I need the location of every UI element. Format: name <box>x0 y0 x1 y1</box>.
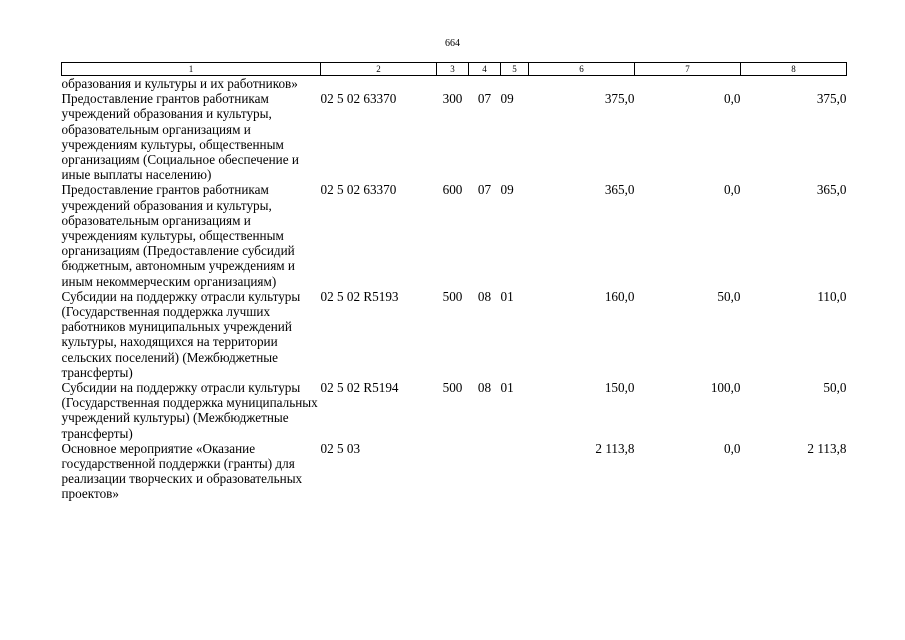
row-col4: 07 <box>477 182 492 198</box>
row-col3 <box>437 76 469 92</box>
page-number: 664 <box>445 38 460 49</box>
row-col7: 0,0 <box>724 182 741 198</box>
header-cell-7: 7 <box>635 63 741 76</box>
row-col4: 08 <box>477 380 492 396</box>
row-col6: 150,0 <box>604 380 635 396</box>
header-cell-8: 8 <box>741 63 847 76</box>
row-name: Предоставление грантов работникам учреждений образования и культуры, образовательным организациям и учреждениям культуры, общественным организациям (Предоставление субсидий бюджетным, автономным учреждениям и иным некоммерческим организациям) <box>61 182 295 289</box>
header-cell-4: 4 <box>469 63 501 76</box>
row-col3: 500 <box>442 380 463 396</box>
row-col5: 01 <box>500 288 514 304</box>
row-col7: 50,0 <box>717 288 741 304</box>
row-col5: 01 <box>500 380 514 396</box>
row-name: Субсидии на поддержку отрасли культуры (Государственная поддержка лучших работников муниципальных учреждений культуры, находящихся на территории сельских поселений) (Межбюджетные трансферты) <box>61 288 301 380</box>
budget-table <box>61 62 847 502</box>
row-col6: 375,0 <box>604 91 635 107</box>
row-col5 <box>501 441 529 502</box>
row-code: 02 5 03 <box>320 440 361 456</box>
row-col4: 08 <box>477 288 492 304</box>
table-row <box>62 441 847 502</box>
row-col7: 0,0 <box>724 91 741 107</box>
header-cell-5: 5 <box>501 63 529 76</box>
row-col4 <box>469 76 501 92</box>
header-cell-2: 2 <box>321 63 437 76</box>
row-col8: 375,0 <box>816 91 847 107</box>
row-col7 <box>635 76 741 92</box>
row-code <box>321 76 437 92</box>
row-code: 02 5 02 R5194 <box>320 380 399 396</box>
row-col3: 500 <box>442 288 463 304</box>
table-row <box>62 76 847 92</box>
table-row <box>62 380 847 441</box>
table-row <box>62 182 847 288</box>
row-col6 <box>529 76 635 92</box>
row-name: Субсидии на поддержку отрасли культуры (Государственная поддержка муниципальных учреждений культуры) (Межбюджетные трансферты) <box>61 380 318 441</box>
header-cell-3: 3 <box>437 63 469 76</box>
header-cell-6: 6 <box>529 63 635 76</box>
row-col3: 300 <box>442 91 463 107</box>
header-row <box>62 63 847 76</box>
row-col4 <box>469 441 501 502</box>
row-col7: 100,0 <box>710 380 741 396</box>
row-code: 02 5 02 63370 <box>320 91 397 107</box>
table-row <box>62 91 847 182</box>
row-col6: 160,0 <box>604 288 635 304</box>
row-name: Основное мероприятие «Оказание государственной поддержки (гранты) для реализации творческих и образовательных проектов» <box>61 440 303 502</box>
header-cell-1: 1 <box>62 63 321 76</box>
row-col8: 2 113,8 <box>807 440 847 456</box>
row-code: 02 5 02 63370 <box>320 182 397 198</box>
row-code: 02 5 02 R5193 <box>320 288 399 304</box>
row-col3 <box>437 441 469 502</box>
row-col4: 07 <box>477 91 492 107</box>
row-col8: 110,0 <box>817 288 847 304</box>
row-col8: 50,0 <box>823 380 847 396</box>
table-row <box>62 289 847 380</box>
row-name: образования и культуры и их работников» <box>61 76 298 91</box>
row-name: Предоставление грантов работникам учреждений образования и культуры, образовательным организациям и учреждениям культуры, общественным организациям (Социальное обеспечение и иные выплаты населению) <box>61 91 299 183</box>
row-col8: 365,0 <box>816 182 847 198</box>
row-col7: 0,0 <box>724 440 741 456</box>
row-col5: 09 <box>500 91 514 107</box>
row-col6: 365,0 <box>604 182 635 198</box>
row-col5: 09 <box>500 182 514 198</box>
row-col5 <box>501 76 529 92</box>
row-col6: 2 113,8 <box>595 440 635 456</box>
row-col3: 600 <box>442 182 463 198</box>
row-col8 <box>741 76 847 92</box>
